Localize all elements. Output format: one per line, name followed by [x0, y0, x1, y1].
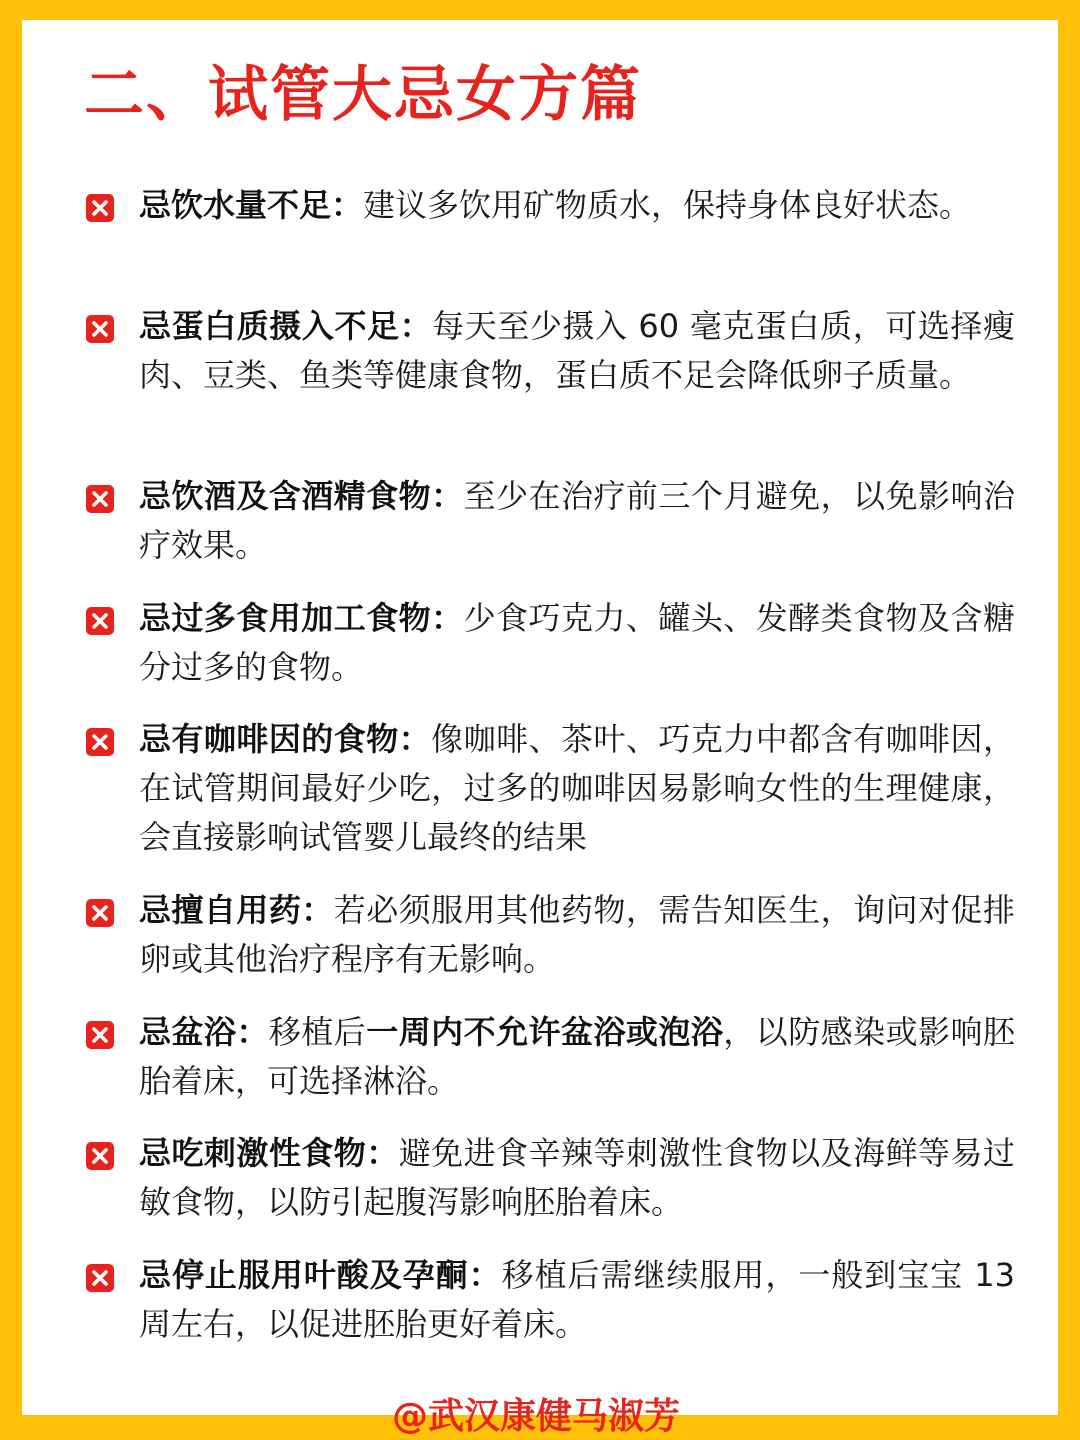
- item-heading: 忌擅自用药：: [139, 891, 334, 929]
- red-x-box-icon: [85, 1141, 115, 1171]
- red-x-box-icon: [85, 898, 115, 928]
- item-text: [139, 715, 1015, 862]
- item-body-continued: ，以防感染或影响胚胎着床，可选择淋浴。: [139, 1013, 1015, 1100]
- item-body: 移植后需继续服用，一般到宝宝 13 周左右，以促进胚胎更好着床。: [139, 1256, 1015, 1343]
- red-x-box-icon: [85, 193, 115, 223]
- red-x-box-icon: [85, 1263, 115, 1293]
- red-x-box-icon: [85, 314, 115, 344]
- item-body: 至少在治疗前三个月避免，以免影响治疗效果。: [139, 477, 1015, 564]
- item-heading: 忌饮水量不足：: [139, 186, 364, 224]
- item-heading: 忌蛋白质摄入不足：: [139, 307, 433, 345]
- red-x-box-icon: [85, 606, 115, 636]
- item-heading: 忌有咖啡因的食物：: [139, 720, 432, 758]
- item-body: 像咖啡、茶叶、巧克力中都含有咖啡因，在试管期间最好少吃，过多的咖啡因易影响女性的生理健康，会直接影响试管婴儿最终的结果: [139, 720, 1015, 856]
- red-x-box-icon: [85, 1020, 115, 1050]
- item-text: [139, 1129, 1015, 1227]
- content-card: [22, 20, 1058, 1415]
- item-heading: 忌饮酒及含酒精食物：: [139, 477, 464, 515]
- item-heading: 忌吃刺激性食物：: [139, 1134, 399, 1172]
- item-heading: 忌过多食用加工食物：: [139, 599, 464, 637]
- item-heading: 忌停止服用叶酸及孕酮：: [139, 1256, 502, 1294]
- item-body: 每天至少摄入 60 毫克蛋白质，可选择瘦肉、豆类、鱼类等健康食物，蛋白质不足会降低卵子质量。: [139, 307, 1015, 394]
- item-body: 少食巧克力、罐头、发酵类食物及含糖分过多的食物。: [139, 599, 1015, 686]
- item-text: [139, 1008, 1015, 1106]
- item-text: [139, 594, 1015, 692]
- item-body: 若必须服用其他药物，需告知医生，询问对促排卵或其他治疗程序有无影响。: [139, 891, 1015, 978]
- author-watermark: @武汉康健马淑芳: [392, 1396, 681, 1437]
- item-text: [139, 1251, 1015, 1349]
- item-text: [139, 181, 1015, 230]
- item-body: 避免进食辛辣等刺激性食物以及海鲜等易过敏食物，以防引起腹泻影响胚胎着床。: [139, 1134, 1015, 1221]
- item-body: 建议多饮用矿物质水，保持身体良好状态。: [363, 186, 972, 224]
- red-x-box-icon: [85, 484, 115, 514]
- item-text: [139, 302, 1015, 400]
- item-emphasis: 一周内不允许盆浴或泡浴: [366, 1013, 724, 1051]
- item-text: [139, 886, 1015, 984]
- item-body: 移植后: [268, 1013, 367, 1051]
- item-heading: 忌盆浴：: [139, 1013, 269, 1051]
- item-text: [139, 472, 1015, 570]
- red-x-box-icon: [85, 727, 115, 757]
- page-title: 二、试管大忌女方篇: [84, 60, 642, 130]
